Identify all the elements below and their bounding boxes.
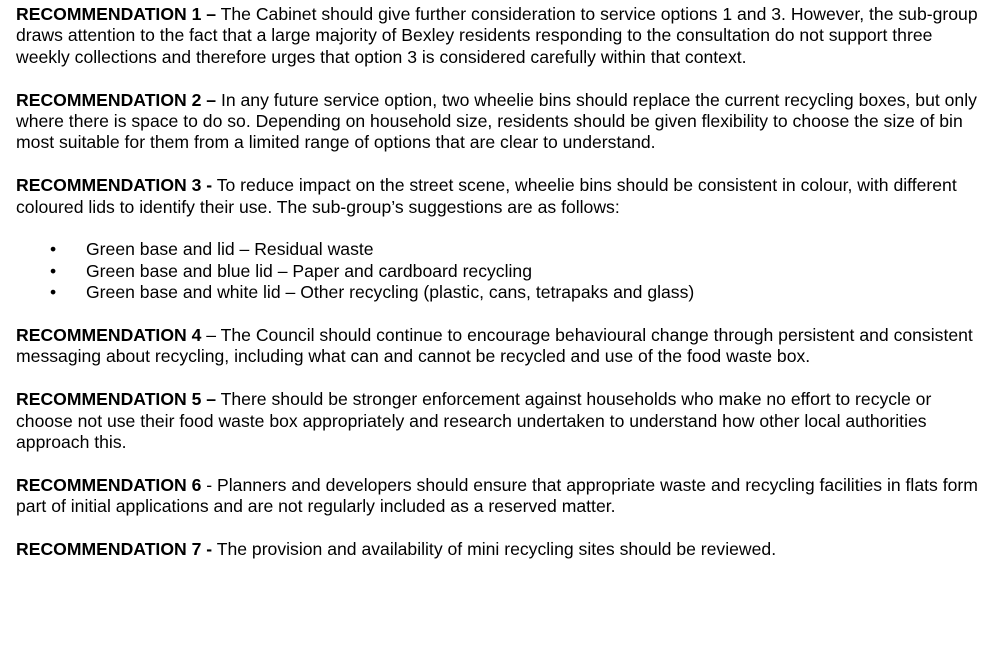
list-item-text: Green base and white lid – Other recycling (plastic, cans, tetrapaks and glass) — [86, 282, 695, 303]
bullet-icon: • — [50, 239, 57, 260]
list-item — [16, 239, 988, 260]
recommendation-1 — [16, 4, 988, 68]
recommendation-7-text: The provision and availability of mini recycling sites should be reviewed. — [212, 539, 777, 560]
list-item — [16, 282, 988, 303]
recommendation-5 — [16, 389, 988, 453]
recommendation-5-heading: RECOMMENDATION 5 – — [16, 389, 217, 410]
recommendation-4 — [16, 325, 988, 368]
bullet-icon: • — [50, 260, 57, 281]
recommendation-2 — [16, 90, 988, 154]
recommendation-7 — [16, 539, 988, 560]
recommendation-3 — [16, 175, 988, 218]
recommendation-4-text: – The Council should continue to encourage behavioural change through persistent and consistent messaging about recycling, including what can and cannot be recycled and use of the food waste box. — [16, 325, 973, 367]
recommendation-5-text: There should be stronger enforcement against households who make no effort to recycle or choose not use their food waste box appropriately and research undertaken to understand how other local authorities approach this. — [16, 389, 932, 453]
recommendation-2-heading: RECOMMENDATION 2 – — [16, 89, 217, 110]
recommendation-6 — [16, 475, 988, 518]
recommendation-2-text: In any future service option, two wheelie bins should replace the current recycling boxes, but only where there is space to do so. Depending on household size, residents should be given flexibility to choose the size of bin most suitable for them from a limited range of options that are clear to understand. — [16, 89, 977, 153]
bin-colour-list — [16, 239, 988, 303]
recommendation-3-heading: RECOMMENDATION 3 - — [16, 175, 213, 196]
recommendation-6-heading: RECOMMENDATION 6 — [16, 474, 202, 495]
recommendation-7-heading: RECOMMENDATION 7 - — [16, 539, 213, 560]
recommendation-1-text: The Cabinet should give further consideration to service options 1 and 3. However, the sub-group draws attention to the fact that a large majority of Bexley residents responding to the consultation do not support three weekly collections and therefore urges that option 3 is considered carefully within that context. — [16, 4, 978, 67]
document-page — [16, 4, 988, 582]
bullet-icon: • — [50, 282, 57, 303]
recommendation-6-text: - Planners and developers should ensure that appropriate waste and recycling facilities in flats form part of initial applications and are not regularly included as a reserved matter. — [16, 474, 978, 517]
list-item — [16, 261, 988, 282]
recommendation-1-heading: RECOMMENDATION 1 – — [16, 4, 217, 24]
list-item-text: Green base and blue lid – Paper and cardboard recycling — [86, 260, 532, 281]
recommendation-3-text: To reduce impact on the street scene, wheelie bins should be consistent in colour, with different coloured lids to identify their use. The sub-group’s suggestions are as follows: — [16, 175, 957, 217]
list-item-text: Green base and lid – Residual waste — [86, 239, 374, 260]
recommendation-4-heading: RECOMMENDATION 4 — [16, 325, 202, 346]
